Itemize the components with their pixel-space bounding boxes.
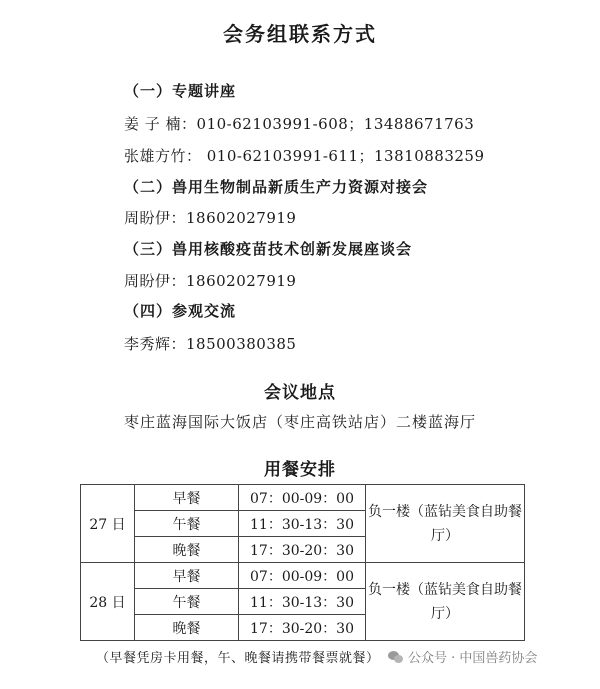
meal-cell: 早餐 [135,485,239,511]
place-cell: 负一楼（蓝钻美食自助餐厅） [366,485,525,563]
meal-cell: 早餐 [135,563,239,589]
venue-heading: 会议地点 [264,383,336,403]
section-heading-visit: （四）参观交流 [124,302,237,320]
time-cell: 07：00-09：00 [239,485,366,511]
time-cell: 17：30-20：30 [239,615,366,641]
watermark-text: 公众号 · 中国兽药协会 [408,651,538,666]
table-row [81,485,525,511]
time-cell: 17：30-20：30 [239,537,366,563]
contact-line: 周盼伊：18602027919 [124,272,297,290]
time-cell: 11：30-13：30 [239,511,366,537]
day-cell: 28 日 [81,563,135,641]
contact-line: 周盼伊：18602027919 [124,209,297,227]
meal-cell: 晚餐 [135,615,239,641]
meal-note: （早餐凭房卡用餐，午、晚餐请携带餐票就餐） [96,651,380,666]
contact-line: 李秀辉：18500380385 [124,335,297,353]
contact-line: 张雄方竹： 010-62103991-611；13810883259 [124,147,485,165]
day-cell: 27 日 [81,485,135,563]
venue-address: 枣庄蓝海国际大饭店（枣庄高铁站店）二楼蓝海厅 [123,413,476,431]
wechat-icon [388,650,404,664]
watermark [388,647,537,666]
meal-schedule-table [80,484,525,641]
meal-cell: 午餐 [135,511,239,537]
place-cell: 负一楼（蓝钻美食自助餐厅） [366,563,525,641]
meals-heading: 用餐安排 [264,460,336,480]
meal-cell: 晚餐 [135,537,239,563]
section-heading-vaccine-forum: （三）兽用核酸疫苗技术创新发展座谈会 [124,240,413,258]
contact-line: 姜 子 楠：010-62103991-608；13488671763 [124,115,475,133]
time-cell: 11：30-13：30 [239,589,366,615]
section-heading-lecture: （一）专题讲座 [124,82,237,100]
table-row [81,563,525,589]
meal-cell: 午餐 [135,589,239,615]
time-cell: 07：00-09：00 [239,563,366,589]
page-title: 会务组联系方式 [223,22,377,46]
section-heading-resource-meeting: （二）兽用生物制品新质生产力资源对接会 [124,178,429,196]
